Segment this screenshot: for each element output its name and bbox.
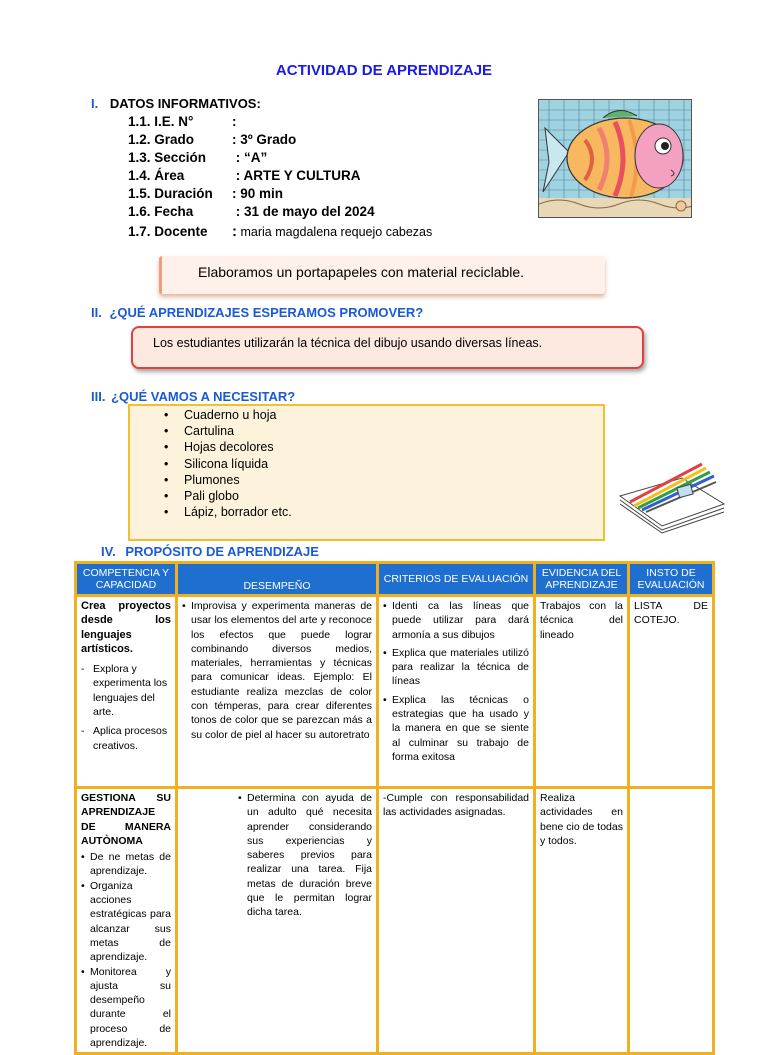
- info-label: 1.1. I.E. N°: [128, 114, 194, 129]
- list-item: • Pali globo: [164, 488, 292, 504]
- section-title: ¿QUÉ APRENDIZAJES ESPERAMOS PROMOVER?: [109, 305, 424, 320]
- competencia-title: Crea proyectos desde los lenguajes artísticos.: [81, 600, 171, 655]
- table-row: [76, 788, 714, 1054]
- competencia-cell: [76, 596, 177, 788]
- fish-drawing-icon: [539, 100, 691, 217]
- section-1-heading: [91, 96, 261, 111]
- info-label: 1.5. Duración: [128, 186, 213, 201]
- col-header-instrumento: INSTO DE EVALUACIÓN: [629, 563, 714, 596]
- section-title: ¿QUÉ VAMOS A NECESITAR?: [111, 389, 296, 404]
- info-value: : 3º Grado: [232, 132, 297, 147]
- section-3-heading: [91, 389, 295, 404]
- criterio-item: • Explica que materiales utilizó para realizar la técnica de líneas: [383, 646, 529, 689]
- info-row-fecha: [128, 204, 375, 219]
- section-2-heading: [91, 305, 423, 320]
- info-row-docente: [128, 223, 432, 240]
- pencils-paper-illustration: [612, 456, 730, 534]
- competencia-cell: [76, 788, 177, 1054]
- capacidad-item: • Organiza acciones estratégicas para alcanzar sus metas de aprendizaje.: [81, 879, 171, 965]
- info-colon: :: [232, 223, 237, 240]
- table-row: [76, 596, 714, 788]
- pencils-paper-icon: [612, 456, 730, 534]
- table-header-row: [76, 563, 714, 596]
- fish-drawing-illustration: [538, 99, 692, 218]
- list-item: • Cartulina: [164, 423, 292, 439]
- info-label: 1.6. Fecha: [128, 204, 194, 219]
- info-label: 1.7. Docente: [128, 224, 208, 239]
- instrumento-cell: [629, 788, 714, 1054]
- desempeno-text: • Improvisa y experimenta maneras de usar los elementos del arte y reconoce los efectos que puede lograr combinando diversos medios, materiales, herramientas y técnicas para comunicar ideas. Ejemplo: El estudiante realiza mezclas de color con témperas, para crear diferentes tonos de color que se parezcan más a su color de piel al hacer su autoretrato: [182, 599, 372, 742]
- list-item: • Silicona líquida: [164, 456, 292, 472]
- col-header-evidencia: EVIDENCIA DEL APRENDIZAJE: [535, 563, 629, 596]
- list-item: • Plumones: [164, 472, 292, 488]
- competencia-title: GESTIONA SU APRENDIZAJE DE MANERA AUTÒNOMA: [81, 792, 171, 847]
- info-row-area: [128, 168, 361, 183]
- col-header-criterios: CRITERIOS DE EVALUACIÓN: [378, 563, 535, 596]
- materials-list: [164, 407, 292, 520]
- activity-title-callout: [159, 256, 605, 294]
- section-number: I.: [91, 96, 99, 111]
- criterios-cell: [378, 596, 535, 788]
- learning-goal-box: [131, 326, 644, 369]
- desempeno-text: • Determina con ayuda de un adulto qué necesita aprender considerando sus experiencias y saberes previos para realizar una tarea. Fija metas de duración breve que le permitan lograr dicha tarea.: [238, 791, 372, 920]
- section-title: PROPÓSITO DE APRENDIZAJE: [125, 544, 319, 559]
- col-header-desempeno: DESEMPEÑO: [177, 563, 378, 596]
- purpose-table: [74, 561, 715, 1055]
- criterio-item: • Explica las técnicas o estrategias que ha usado y la manera en que se siente al culminar su trabajo de forma exitosa: [383, 693, 529, 764]
- capacidad-item: • Monitorea y ajusta su desempeño durante el proceso de aprendizaje.: [81, 965, 171, 1051]
- capacidad-item: - Explora y experimenta los lenguajes del arte.: [81, 662, 171, 719]
- list-item: • Cuaderno u hoja: [164, 407, 292, 423]
- page-title: ACTIVIDAD DE APRENDIZAJE: [275, 62, 493, 79]
- desempeno-cell: [177, 596, 378, 788]
- info-label: 1.2. Grado: [128, 132, 195, 147]
- info-value: : 90 min: [232, 186, 284, 201]
- info-row-seccion: [128, 150, 267, 165]
- section-4-heading: [101, 544, 319, 559]
- instrumento-cell: LISTA DE COTEJO.: [629, 596, 714, 788]
- learning-goal-text: Los estudiantes utilizarán la técnica del dibujo usando diversas líneas.: [153, 336, 543, 350]
- info-value: : “A”: [232, 150, 268, 165]
- info-row-grado: [128, 132, 296, 147]
- criterios-cell: -Cumple con responsabilidad las actividades asignadas.: [378, 788, 535, 1054]
- info-value: : 31 de mayo del 2024: [232, 204, 375, 219]
- info-row-duracion: [128, 186, 283, 201]
- capacidad-item: - Aplica procesos creativos.: [81, 724, 171, 753]
- capacidad-item: • De ne metas de aprendizaje.: [81, 850, 171, 879]
- info-row-ie: [128, 114, 237, 129]
- list-item: • Hojas decolores: [164, 439, 292, 455]
- activity-title-text: Elaboramos un portapapeles con material reciclable.: [198, 264, 525, 280]
- info-value: : ARTE Y CULTURA: [232, 168, 361, 183]
- section-title: DATOS INFORMATIVOS:: [109, 96, 261, 111]
- evidencia-cell: Realiza actividades en bene cio de todas y todos.: [535, 788, 629, 1054]
- section-number: IV.: [101, 544, 116, 559]
- info-value: :: [232, 114, 237, 129]
- info-label: 1.3. Sección: [128, 150, 207, 165]
- list-item: • Lápiz, borrador etc.: [164, 504, 292, 520]
- desempeno-cell: [177, 788, 378, 1054]
- section-number: II.: [91, 305, 102, 320]
- col-header-competencia: COMPETENCIA Y CAPACIDAD: [76, 563, 177, 596]
- info-value: maria magdalena requejo cabezas: [237, 225, 433, 239]
- evidencia-cell: Trabajos con la técnica del lineado: [535, 596, 629, 788]
- info-label: 1.4. Área: [128, 168, 185, 183]
- criterio-item: • Identi ca las líneas que puede utilizar para dará armonía a sus dibujos: [383, 599, 529, 642]
- section-number: III.: [91, 389, 106, 404]
